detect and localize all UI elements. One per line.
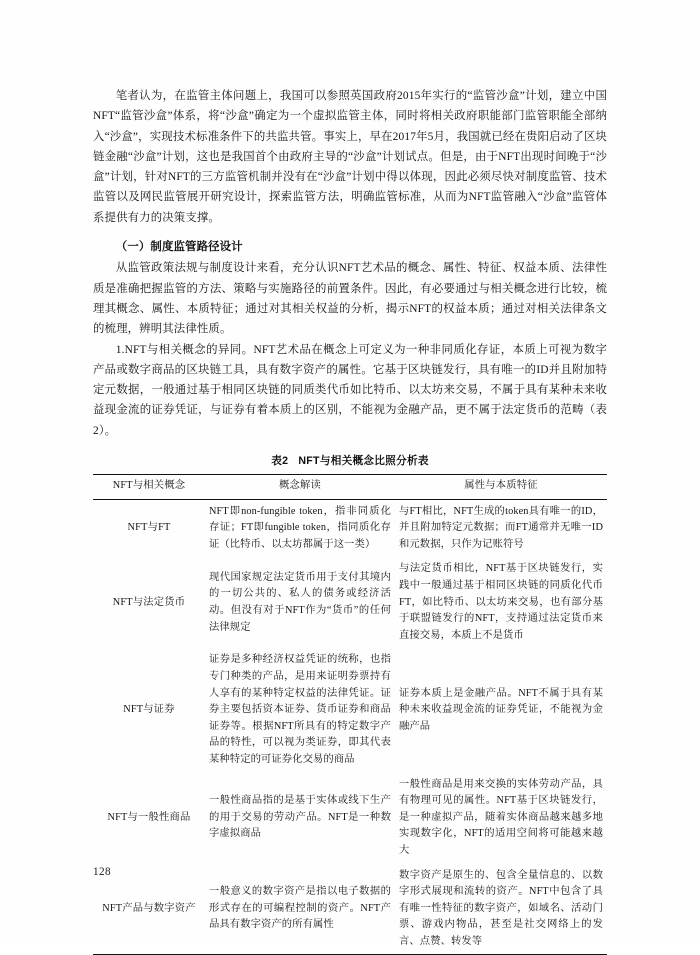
table-header-row bbox=[93, 475, 607, 500]
column-header-description: 概念解读 bbox=[205, 475, 395, 500]
cell-description: 一般意义的数字资产是指以电子数据的形式存在的可编程控制的资产。NFT产品具有数字资产的所有属性 bbox=[205, 864, 395, 955]
cell-term: NFT与法定货币 bbox=[112, 596, 186, 608]
cell-attributes: 与FT相比，NFT生成的token具有唯一的ID，并且附加特定元数据；而FT通常并无唯一ID和元数据，只作为记账符号 bbox=[399, 505, 603, 550]
cell-term: NFT与证券 bbox=[123, 704, 175, 716]
table-row bbox=[93, 864, 607, 955]
paragraph-regulatory-sandbox: 笔者认为，在监管主体问题上，我国可以参照英国政府2015年实行的“监管沙盒”计划，建立中国NFT“监管沙盒”体系，将“沙盒”确定为一个虚拟监管主体，同时将相关政府职能部门监管职能全部纳入“沙盒”，实现技术标准条件下的共监共管。事实上，早在2017年5月，我国就已经在贵阳启动了区块链金融“沙盒”计划，这也是我国首个由政府主导的“沙盒”计划试点。但是，由于NFT出现时间晚于“沙盒”计划，针对NFT的三方监管机制并没有在“沙盒”计划中得以体现，因此必须尽快对制度监管、技术监管以及网民监管展开研究设计，探索监管方法，明确监管标准，从而为NFT监管融入“沙盒”监管体系提供有力的决策支撑。 bbox=[93, 90, 607, 224]
column-header-term: NFT与相关概念 bbox=[93, 475, 205, 500]
page-content bbox=[93, 86, 607, 955]
table-block bbox=[93, 453, 607, 955]
cell-description: 一般性商品指的是基于实体或线下生产的用于交易的劳动产品。NFT是一种数字虚拟商品 bbox=[209, 795, 391, 840]
cell-attributes: 一般性商品是用来交换的实体劳动产品，具有物理可见的属性。NFT基于区块链发行，是一种虚拟产品，随着实体商品越来越多地实现数字化，NFT的适用空间将可能越来越大 bbox=[399, 778, 603, 856]
cell-attributes: 与法定货币相比，NFT基于区块链发行，实践中一般通过基于相同区块链的同质化代币FT，如比特币、以太坊来交易，也有部分基于联盟链发行的NFT，支持通过法定货币来直接交易，本质上不是货币 bbox=[399, 563, 603, 641]
cell-attributes: 数字资产是原生的、包含全量信息的、以数字形式展现和流转的资产。NFT中包含了具有唯一性特征的数字资产，如域名、活动门票、游戏内物品，甚至是社交网络上的发言、点赞、转发等 bbox=[395, 864, 607, 955]
cell-term: NFT产品与数字资产 bbox=[93, 864, 205, 955]
table-row bbox=[93, 499, 607, 557]
table-caption bbox=[93, 453, 607, 468]
table-caption-title: NFT与相关概念比照分析表 bbox=[298, 455, 429, 468]
column-header-attributes: 属性与本质特征 bbox=[395, 475, 607, 500]
table-row bbox=[93, 773, 607, 864]
page-number: 128 bbox=[93, 866, 111, 878]
paragraph-nft-concept-comparison: 1.NFT与相关概念的异同。NFT艺术品在概念上可定义为一种非同质化存证，本质上可视为数字产品或数字商品的区块链工具，具有数字资产的属性。它基于区块链发行，具有唯一的ID并且附加特定元数据，一般通过基于相同区块链的同质类代币如比特币、以太坊来交易，不属于具有某种未来收益现金流的证券凭证，与证券有着本质上的区别，不能视为金融产品，更不属于法定货币的范畴（表2）。 bbox=[93, 343, 607, 437]
table-caption-number: 表2 bbox=[271, 455, 289, 468]
section-heading-institutional-path: （一）制度监管路径设计 bbox=[115, 241, 243, 254]
cell-attributes: 证券本质上是金融产品。NFT不属于具有某种未来收益现金流的证券凭证，不能视为金融产品 bbox=[399, 687, 603, 732]
cell-term: NFT与FT bbox=[127, 522, 171, 534]
cell-description: 现代国家规定法定货币用于支付其境内的一切公共的、私人的债务或经济活动。但没有对于NFT作为“货币”的任何法律规定 bbox=[209, 571, 391, 633]
cell-description: 证券是多种经济权益凭证的统称，也指专门种类的产品，是用来证明券票持有人享有的某种特定权益的法律凭证。证券主要包括资本证券、货币证券和商品证券等。根据NFT所具有的特定数字产品的特性，可以视为类证券，即其代表某种特定的可证券化交易的商品 bbox=[209, 654, 391, 765]
table-row bbox=[93, 557, 607, 648]
table-row bbox=[93, 648, 607, 772]
cell-term: NFT与一般性商品 bbox=[107, 811, 191, 823]
comparison-table bbox=[93, 474, 607, 955]
paragraph-policy-review: 从监管政策法规与制度设计来看，充分认识NFT艺术品的概念、属性、特征、权益本质、法律性质是准确把握监管的方法、策略与实施路径的前置条件。因此，有必要通过与相关概念进行比较，梳理其概念、属性、本质特征；通过对其相关权益的分析，揭示NFT的权益本质；通过对相关法律条文的梳理，辨明其法律性质。 bbox=[93, 262, 607, 336]
cell-description: NFT即non-fungible token，指非同质化存证；FT即fungible token，指同质化存证（比特币、以太坊都属于这一类） bbox=[209, 505, 391, 550]
